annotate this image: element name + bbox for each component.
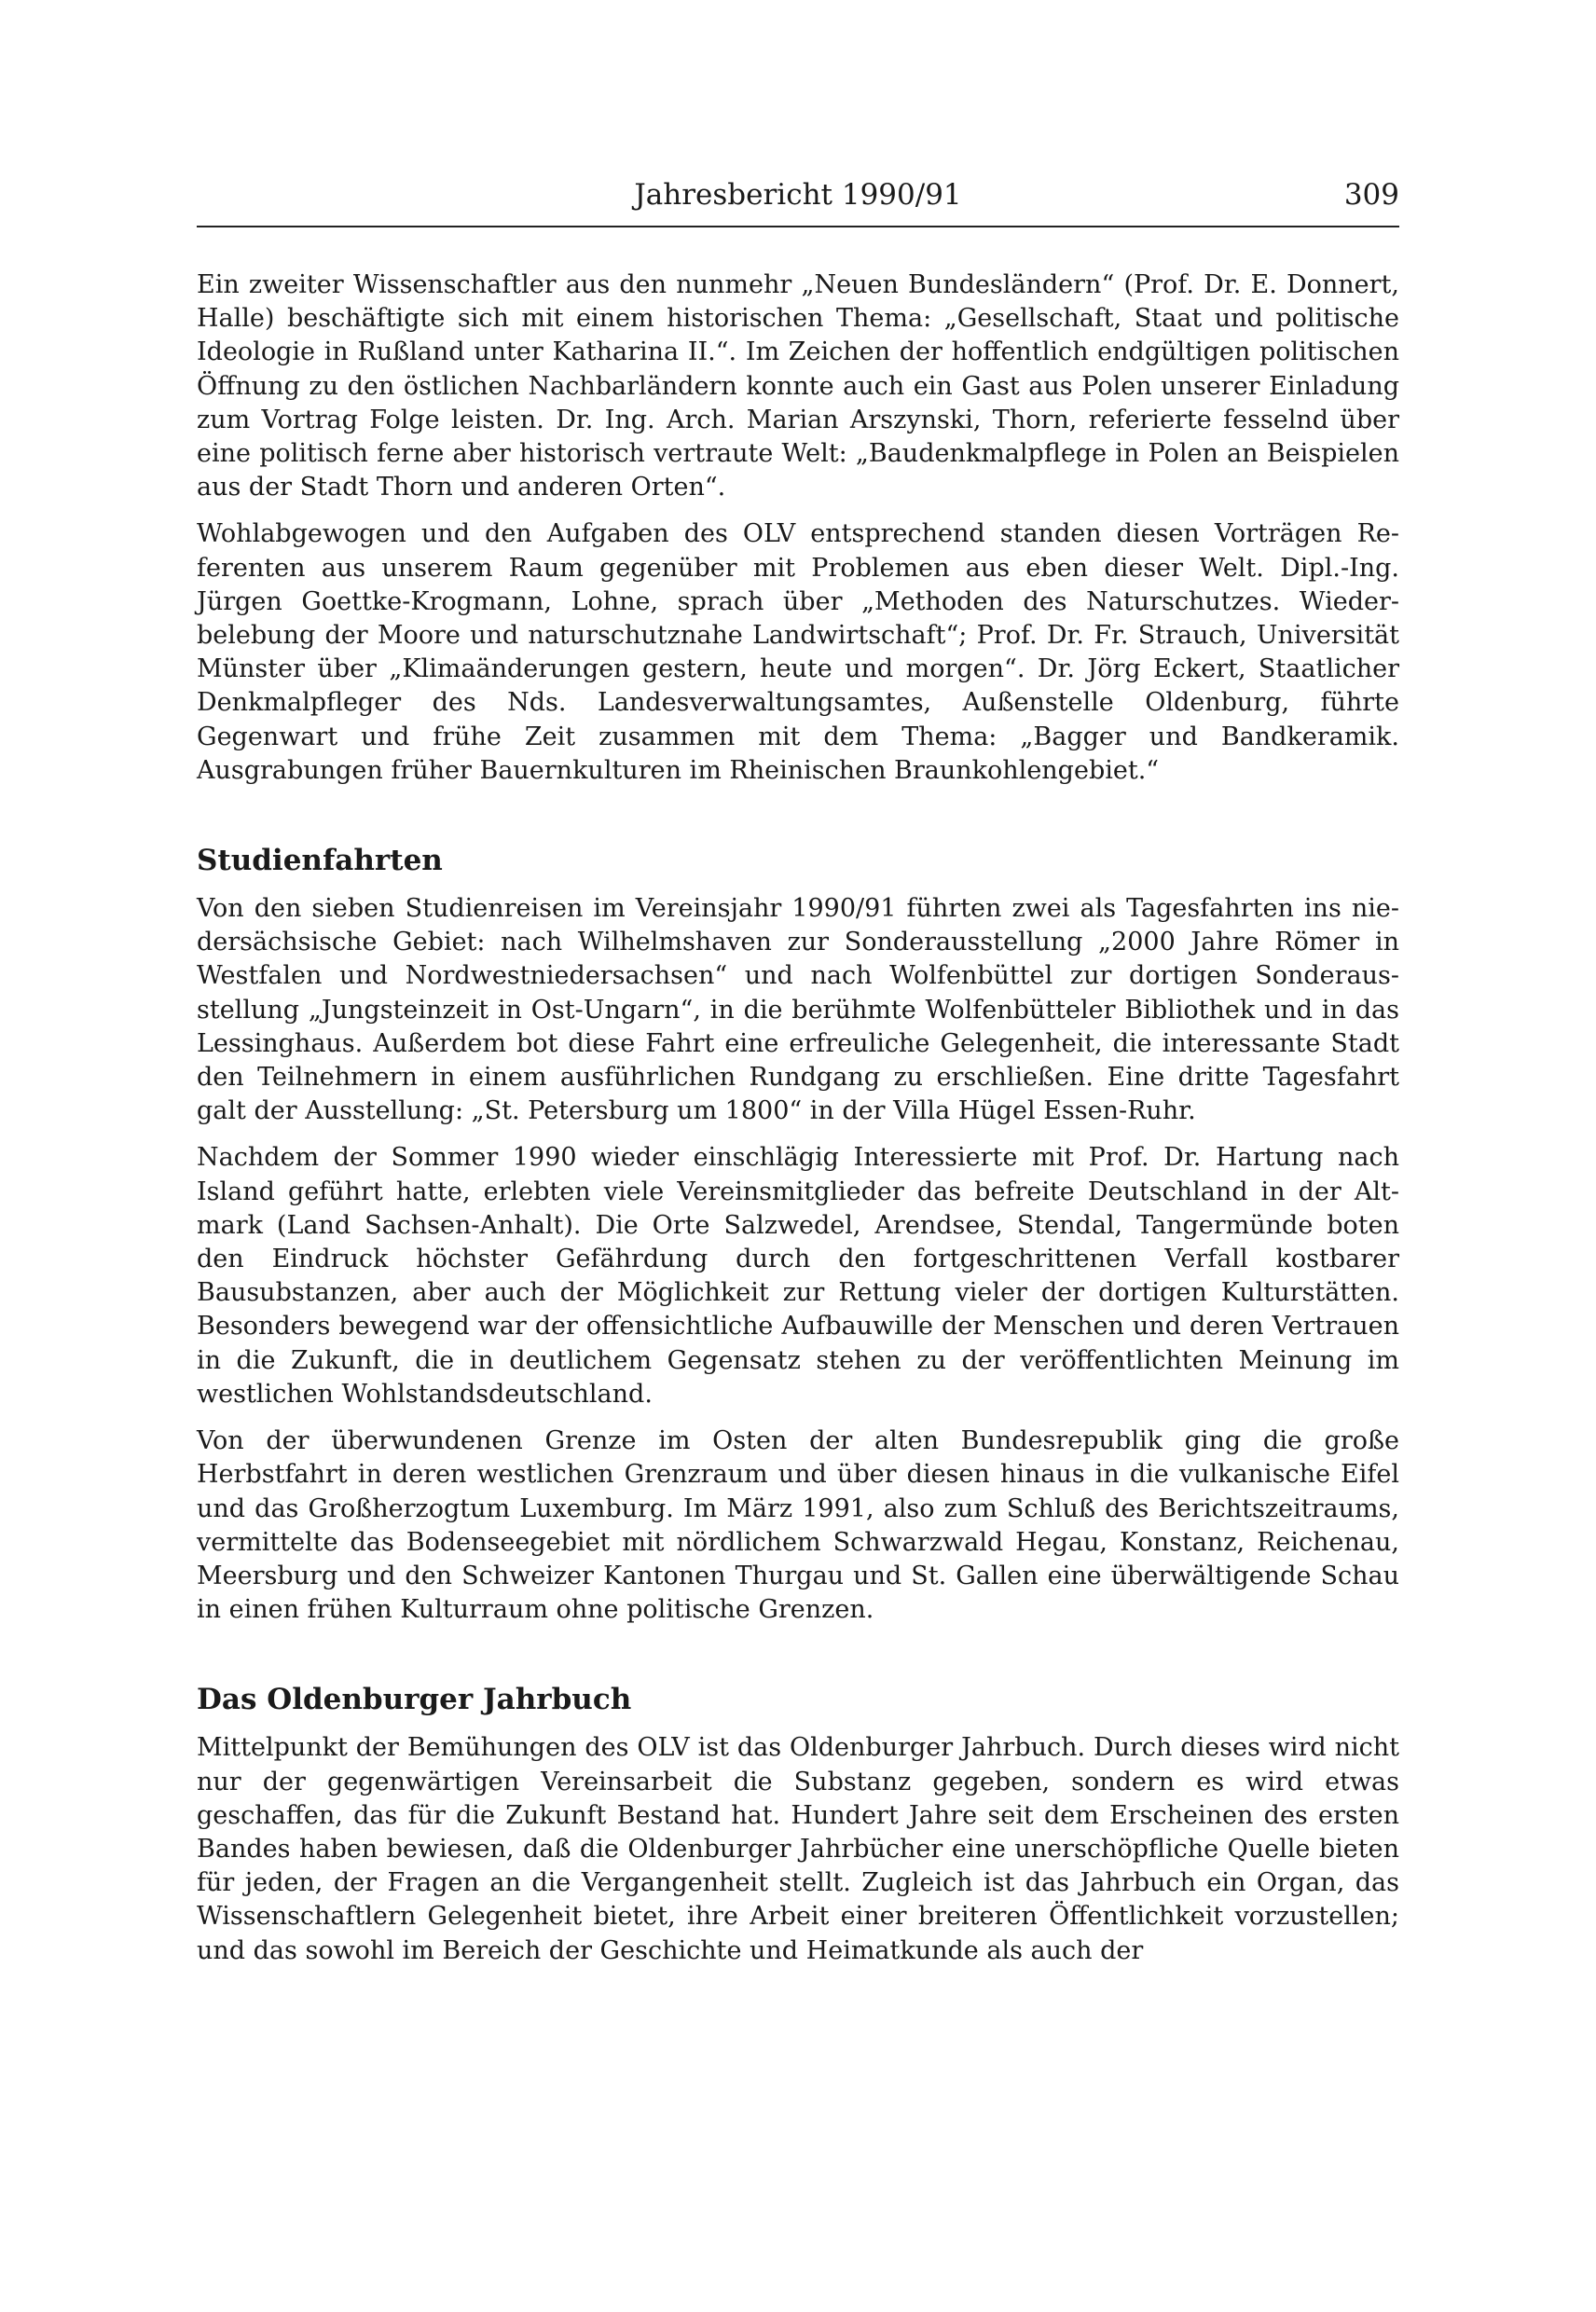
section-heading-studienfahrten: Studienfahrten: [197, 844, 443, 878]
paragraph: Von der überwundenen Grenze im Osten der alten Bundesrepublik ging die große Herbstfahrt in deren westlichen Grenzraum und über diesen hinaus in die vulkanische Eifel und das Großherzogtum Luxemburg. Im März 1991, also zum Schluß des Berichtszeitraums, vermittelte das Bodenseegebiet mit nördlichem Schwarzwald Hegau, Konstanz, Reichenau, Meersburg und den Schweizer Kantonen Thurgau und St. Gallen eine überwältigende Schau in einen frühen Kulturraum ohne politische Grenzen.: [197, 1426, 1399, 1625]
paragraph: Wohlabgewogen und den Aufgaben des OLV entsprechend standen diesen Vorträgen Referenten aus unserem Raum gegenüber mit Problemen aus eben dieser Welt. Dipl.-Ing. Jürgen Goettke-Krogmann, Lohne, sprach über „Methoden des Naturschutzes. Wiederbelebung der Moore und naturschutznahe Landwirtschaft“; Prof. Dr. Fr. Strauch, Universität Münster über „Klimaänderungen gestern, heute und morgen“. Dr. Jörg Eckert, Staatlicher Denkmalpfleger des Nds. Landesverwaltungsamtes, Außenstelle Oldenburg, führte Gegenwart und frühe Zeit zusammen mit dem Thema: „Bagger und Bandkeramik. Ausgrabungen früher Bauernkulturen im Rheinischen Braunkohlengebiet.“: [197, 519, 1399, 785]
paragraph: Von den sieben Studienreisen im Vereinsjahr 1990/91 führten zwei als Tagesfahrten ins niedersächsische Gebiet: nach Wilhelmshaven zur Sonderausstellung „2000 Jahre Römer in Westfalen und Nordwestniedersachsen“ und nach Wolfenbüttel zur dortigen Sonderausstellung „Jungsteinzeit in Ost-Ungarn“, in die berühmte Wolfenbütteler Bibliothek und in das Lessinghaus. Außerdem bot diese Fahrt eine erfreuliche Gelegenheit, die interessante Stadt den Teilnehmern in einem ausführlichen Rundgang zu erschließen. Eine dritte Tagesfahrt galt der Ausstellung: „St. Petersburg um 1800“ in der Villa Hügel Essen-Ruhr.: [197, 894, 1399, 1126]
paragraph: Nachdem der Sommer 1990 wieder einschlägig Interessierte mit Prof. Dr. Hartung nach Island geführt hatte, erlebten viele Vereinsmitglieder das befreite Deutschland in der Altmark (Land Sachsen-Anhalt). Die Orte Salzwedel, Arendsee, Stendal, Tangermünde boten den Eindruck höchster Gefährdung durch den fortgeschrittenen Verfall kostbarer Bausubstanzen, aber auch der Möglichkeit zur Rettung vieler der dortigen Kulturstätten. Besonders bewegend war der offensichtliche Aufbauwille der Menschen und deren Vertrauen in die Zukunft, die in deutlichem Gegensatz stehen zu der veröffentlichten Meinung im westlichen Wohlstandsdeutschland.: [197, 1143, 1399, 1409]
paragraph: Mittelpunkt der Bemühungen des OLV ist das Oldenburger Jahrbuch. Durch dieses wird nicht nur der gegenwärtigen Vereinsarbeit die Substanz gegeben, sondern es wird etwas geschaffen, das für die Zukunft Bestand hat. Hundert Jahre seit dem Erscheinen des ersten Bandes haben bewiesen, daß die Oldenburger Jahrbücher eine unerschöpfliche Quelle bieten für jeden, der Fragen an die Vergangenheit stellt. Zugleich ist das Jahrbuch ein Organ, das Wissenschaftlern Gelegenheit bietet, ihre Arbeit einer breiteren Öffentlichkeit vorzustellen; und das sowohl im Bereich der Geschichte und Heimatkunde als auch der: [197, 1733, 1399, 1965]
body-text: [197, 268, 1399, 1968]
running-title: Jahresbericht 1990/91: [634, 178, 962, 212]
section-heading-jahrbuch: Das Oldenburger Jahrbuch: [197, 1683, 632, 1717]
paragraph: Ein zweiter Wissenschaftler aus den nunmehr „Neuen Bundesländern“ (Prof. Dr. E. Donnert, Halle) beschäftigte sich mit einem historischen Thema: „Gesellschaft, Staat und politische Ideologie in Rußland unter Katharina II.“. Im Zeichen der hoffentlich endgültigen politischen Öffnung zu den östlichen Nachbarländern konnte auch ein Gast aus Polen unserer Einladung zum Vortrag Folge leisten. Dr. Ing. Arch. Marian Arszynski, Thorn, referierte fesselnd über eine politisch ferne aber historisch vertraute Welt: „Baudenkmalpflege in Polen an Beispielen aus der Stadt Thorn und anderen Orten“.: [197, 270, 1399, 502]
page: [197, 173, 1399, 1981]
running-head: [197, 173, 1399, 216]
header-rule: [197, 226, 1399, 227]
page-number: 309: [1343, 178, 1399, 212]
